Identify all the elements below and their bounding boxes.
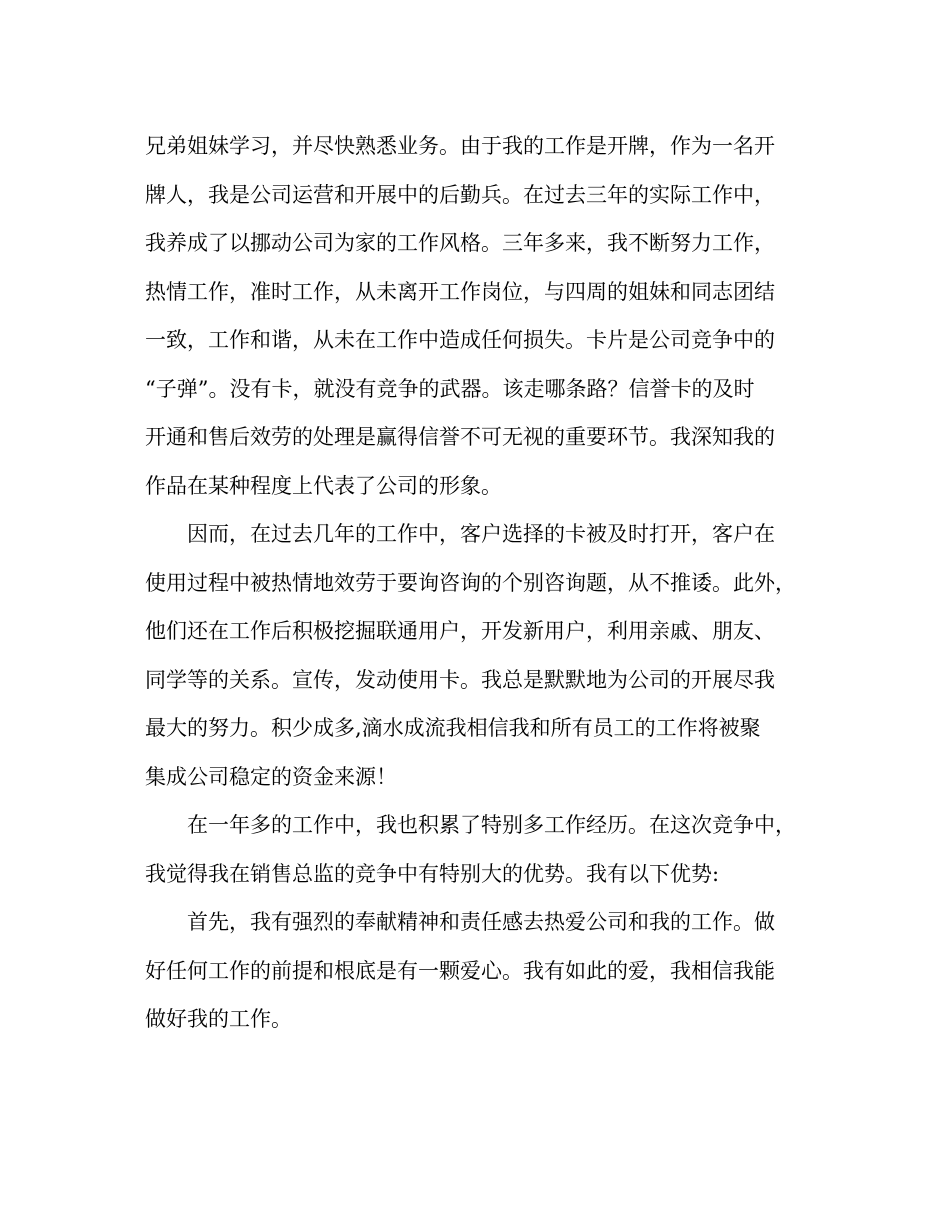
text-line: 一致，工作和谐，从未在工作中造成任何损失。卡片是公司竞争中的 — [145, 328, 775, 352]
text-line: 因而，在过去几年的工作中，客户选择的卡被及时打开，客户在 — [187, 522, 775, 546]
text-line: 同学等的关系。宣传，发动使用卡。我总是默默地为公司的开展尽我 — [145, 667, 775, 692]
text-line: 做好我的工作。 — [145, 1007, 292, 1031]
text-line: 在一年多的工作中，我也积累了特别多工作经历。在这次竞争中， — [187, 813, 796, 837]
paragraph-1 — [145, 122, 810, 510]
paragraph-3 — [145, 801, 810, 898]
text-line: 首先，我有强烈的奉献精神和责任感去热爱公司和我的工作。做 — [187, 910, 775, 934]
text-line: 兄弟姐妹学习，并尽快熟悉业务。由于我的工作是开牌，作为一名开 — [145, 134, 775, 158]
text-line: 好任何工作的前提和根底是有一颗爱心。我有如此的爱，我相信我能 — [145, 958, 775, 983]
document-body — [145, 122, 810, 1044]
text-line: 集成公司稳定的资金来源！ — [145, 764, 397, 789]
text-line: 作品在某种程度上代表了公司的形象。 — [145, 473, 502, 498]
text-line: 他们还在工作后积极挖掘联通用户，开发新用户，利用亲戚、朋友、 — [145, 619, 775, 643]
text-line: 我觉得我在销售总监的竞争中有特别大的优势。我有以下优势: — [145, 861, 720, 886]
text-line: 我养成了以挪动公司为家的工作风格。三年多来，我不断努力工作， — [145, 231, 775, 255]
text-line: 开通和售后效劳的处理是赢得信誉不可无视的重要环节。我深知我的 — [145, 425, 775, 449]
text-line: “子弹”。没有卡，就没有竞争的武器。该走哪条路？信誉卡的及时 — [145, 376, 755, 401]
text-line: 使用过程中被热情地效劳于要询咨询的个别咨询题，从不推诿。此外， — [145, 570, 796, 595]
text-line: 牌人，我是公司运营和开展中的后勤兵。在过去三年的实际工作中， — [145, 182, 775, 207]
paragraph-2 — [145, 510, 810, 801]
paragraph-4 — [145, 898, 810, 1044]
text-line: 热情工作，准时工作，从未离开工作岗位，与四周的姐妹和同志团结 — [145, 279, 775, 304]
text-line: 最大的努力。积少成多,滴水成流我相信我和所有员工的工作将被聚 — [145, 716, 761, 740]
